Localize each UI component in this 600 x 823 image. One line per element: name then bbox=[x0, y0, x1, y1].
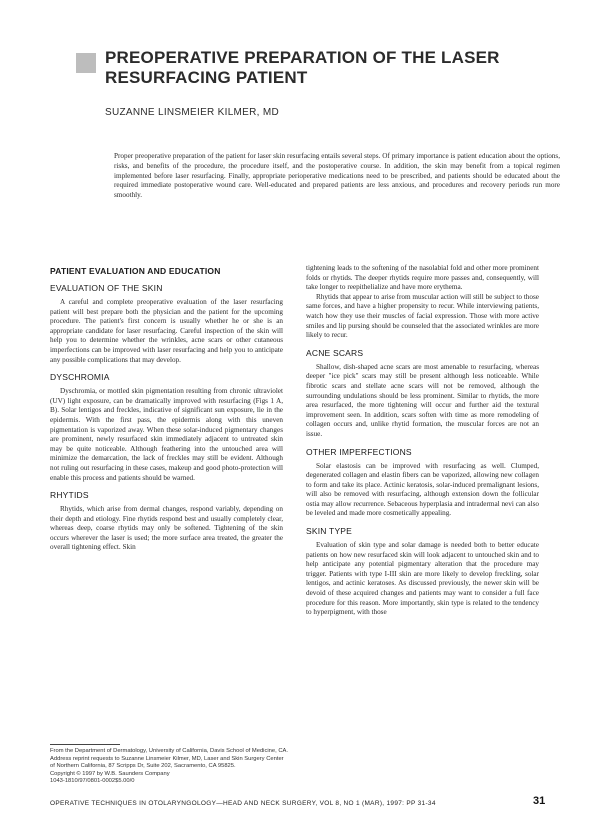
section-heading: PATIENT EVALUATION AND EDUCATION bbox=[50, 266, 221, 276]
left-column bbox=[50, 264, 283, 553]
footnote-affiliation: From the Department of Dermatology, University of California, Davis School of Medicine, CA. bbox=[50, 748, 288, 754]
paragraph-dyschromia: Dyschromia, or mottled skin pigmentation resulting from chronic ultraviolet (UV) light exposure, can be dramatically improved with resurfacing (Figs 1 A, B). Solar lentigos and freckles, indicative of significant sun exposure, lie in the epidermis. With the first pass, the epidermis along with this uneven pigmentation is vaporized away. When these solar-induced pigmentary changes are prominent, newly resurfaced skin immediately adjacent to untreated skin may be quite noticeable. Although feathering into the untouched area will minimize the demarcation, the lack of freckles may still be evident. Although not ruling out resurfacing in these cases, makeup and good photo-protection will enable this process and patients should be warned. bbox=[50, 387, 283, 482]
paragraph-rhytids: Rhytids, which arise from dermal changes, respond variably, depending on their depth and etiology. Fine rhytids respond best and usually completely clear, whereas deep, coarse rhytids may only be softened. Tightening of the skin occurs wherever the laser is used; the more surface area treated, the greater the overall tightening effect. Skin bbox=[50, 505, 283, 552]
paragraph-skin-type: Evaluation of skin type and solar damage is needed both to better educate patients on how new resurfaced skin will look adjacent to untouched skin and to help anticipate any potential pigmentary alteration that the procedure may trigger. Patients with type I-III skin are more likely to develop freckling, solar lentigos, and actinic keratoses. As discussed previously, the newer skin will be devoid of these acquired changes and patients may want to consider a full face procedure for this reason. More importantly, skin type is related to the tendency to hyperpigment, with those bbox=[306, 541, 539, 617]
subheading-dyschromia: DYSCHROMIA bbox=[50, 372, 110, 383]
subheading-other-imperfections: OTHER IMPERFECTIONS bbox=[306, 446, 412, 457]
subheading-evaluation: EVALUATION OF THE SKIN bbox=[50, 283, 163, 293]
journal-footer: OPERATIVE TECHNIQUES IN OTOLARYNGOLOGY—HEAD AND NECK SURGERY, VOL 8, NO 1 (MAR), 1997: PP 31-34 bbox=[50, 800, 436, 807]
footnotes bbox=[50, 748, 290, 786]
page-number: 31 bbox=[533, 795, 546, 807]
title-square-icon bbox=[76, 53, 96, 73]
footnote-copyright: Copyright © 1997 by W.B. Saunders Company bbox=[50, 770, 170, 777]
subheading-acne-scars: ACNE SCARS bbox=[306, 347, 364, 358]
paragraph-muscular-rhytids: Rhytids that appear to arise from muscular action will still be subject to those same forces, and have a higher propensity to recur. While interviewing patients, watch how they use their muscles of facial expression. Those with more active smiles and lip pursing should be counseled that the associated wrinkles are more likely to recur. bbox=[306, 292, 539, 340]
footnote-reprints: Address reprint requests to Suzanne Linsmeier Kilmer, MD, Laser and Skin Surgery Center of Northern California, 87 Scripps Dr, Suite 202, Sacramento, CA 95825. bbox=[50, 755, 284, 770]
subheading-rhytids: RHYTIDS bbox=[50, 490, 89, 501]
footnote-code: 1043-1810/97/0801-0002$5.00/0 bbox=[50, 778, 135, 785]
paragraph-acne-scars: Shallow, dish-shaped acne scars are most amenable to resurfacing, whereas deeper "ice pick" scars may still be present although less noticeable. While fibrotic scars and stellate acne scars will not be removed, although the surrounding undulations should be less prominent. Similar to rhytids, the more area resurfaced, the more tightening will occur and further aid the textural improvement seen. In addition, scars soften with time as more remodeling of collagen occurs and, unlike rhytid formation, the muscular forces are not an issue. bbox=[306, 362, 539, 438]
paragraph-other-imperfections: Solar elastosis can be improved with resurfacing as well. Clumped, degenerated collagen and elastin fibers can be vaporized, allowing new collagen to form and take its place. Actinic keratosis, solar-induced premalignant lesions, will also be removed with resurfacing, although extension down the follicular ostia may allow recurrence. Sebaceous hyperplasia and intradermal nevi can also be leveled and made more cosmetically appealing. bbox=[306, 461, 539, 518]
author-name: SUZANNE LINSMEIER KILMER, MD bbox=[105, 107, 279, 118]
paragraph-evaluation: A careful and complete preoperative evaluation of the laser resurfacing patient will best prepare both the physician and the patient for the upcoming procedure. The patient's first concern is usually whether he or she is an appropriate candidate for laser resurfacing. Careful inspection of the skin will help you to determine whether the wrinkles, acne scars or other cutaneous imperfections can be improved with laser resurfacing and help you to anticipate any possible complications that may develop. bbox=[50, 298, 283, 364]
footnote-divider bbox=[50, 744, 120, 745]
abstract: Proper preoperative preparation of the patient for laser skin resurfacing entails several steps. Of primary importance is patient education about the options, risks, and benefits of the procedure, the procedure itself, and the postoperative course. In addition, the skin may benefit from a topical regimen implemented before laser resurfacing. Finally, appropriate perioperative medications need to be prescribed, and patients should be educated about the required immediate postoperative wound care. Well-educated and prepared patients are less anxious, and procedures and recovery periods run more smoothly. bbox=[114, 152, 560, 200]
right-column bbox=[306, 264, 539, 618]
subheading-skin-type: SKIN TYPE bbox=[306, 526, 353, 537]
article-title: PREOPERATIVE PREPARATION OF THE LASER RESURFACING PATIENT bbox=[105, 48, 500, 87]
paragraph-continued: tightening leads to the softening of the nasolabial fold and other more prominent folds or rhytids. The deeper rhytids require more passes and, consequently, will take longer to reepithelialize and have more erythema. bbox=[306, 264, 539, 292]
